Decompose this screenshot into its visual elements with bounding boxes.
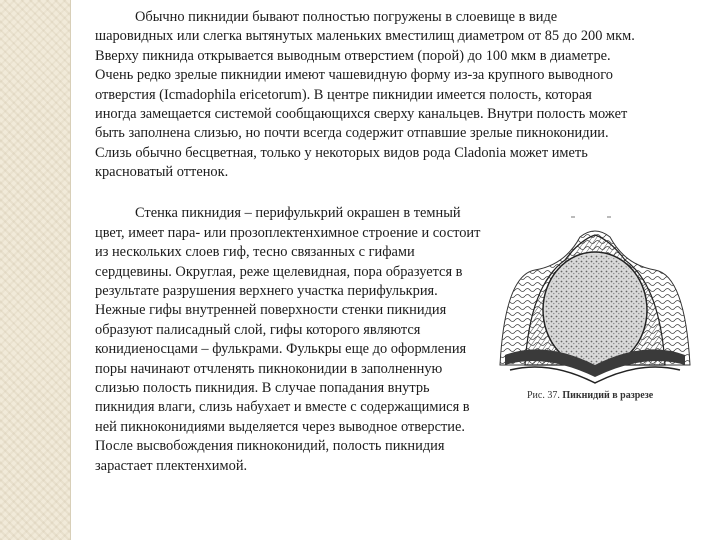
side-bar-divider bbox=[70, 0, 71, 540]
figure-caption bbox=[527, 390, 653, 401]
caption-title: Пикнидий в разрезе bbox=[562, 390, 654, 401]
paragraph-1: Обычно пикнидии бывают полностью погружены в слоевище в виде шаровидных или слегка вытянутых маленьких вместилищ диаметром от 85 до 200 мкм. Вверху пикнида открывается выводным отверстием (порой) до 100 мкм в диаметре. Очень редко зрелые пикнидии имеют чашевидную форму из-за крупного выводного отверстия (Icmadophila ericetorum). В центре пикнидии имеется полость, которая иногда замещается системой сообщающихся сверху канальцев. Внутри полость может быть заполнена слизью, но почти всегда содержит отпавшие зрелые пикноконидии. Слизь обычно бесцветная, только у некоторых видов рода Cladonia может иметь красноватый оттенок. bbox=[95, 9, 635, 181]
text-block-top bbox=[95, 8, 635, 183]
decorative-side-bar bbox=[0, 0, 70, 540]
pycnidium-section-figure bbox=[495, 215, 695, 395]
paragraph-2: Стенка пикнидия – перифулькрий окрашен в темный цвет, имеет пара- или прозоплектенхимное строение и состоит из нескольких слоев гиф, тесно связанных с гифами сердцевины. Округлая, реже щелевидная, пора образуется в результате разрушения верхнего участка перифулькрия. Нежные гифы внутренней поверхности стенки пикнидия образуют палисадный слой, гифы которого являются конидиеносцами – фулькрами. Фулькры еще до оформления поры начинают отчленять пикноконидии в заполненную слизью полость пикнидия. В случае попадания внутрь пикнидия влаги, слизь набухает и вместе с содержащимися в ней пикноконидиями выделяется через выводное отверстие. После высвобождения пикноконидий, полость пикнидия зарастает плектенхимой. bbox=[95, 205, 481, 474]
pycnidium-illustration bbox=[495, 215, 695, 395]
text-block-wrapped bbox=[95, 190, 485, 490]
caption-number: Рис. 37. bbox=[527, 390, 560, 401]
